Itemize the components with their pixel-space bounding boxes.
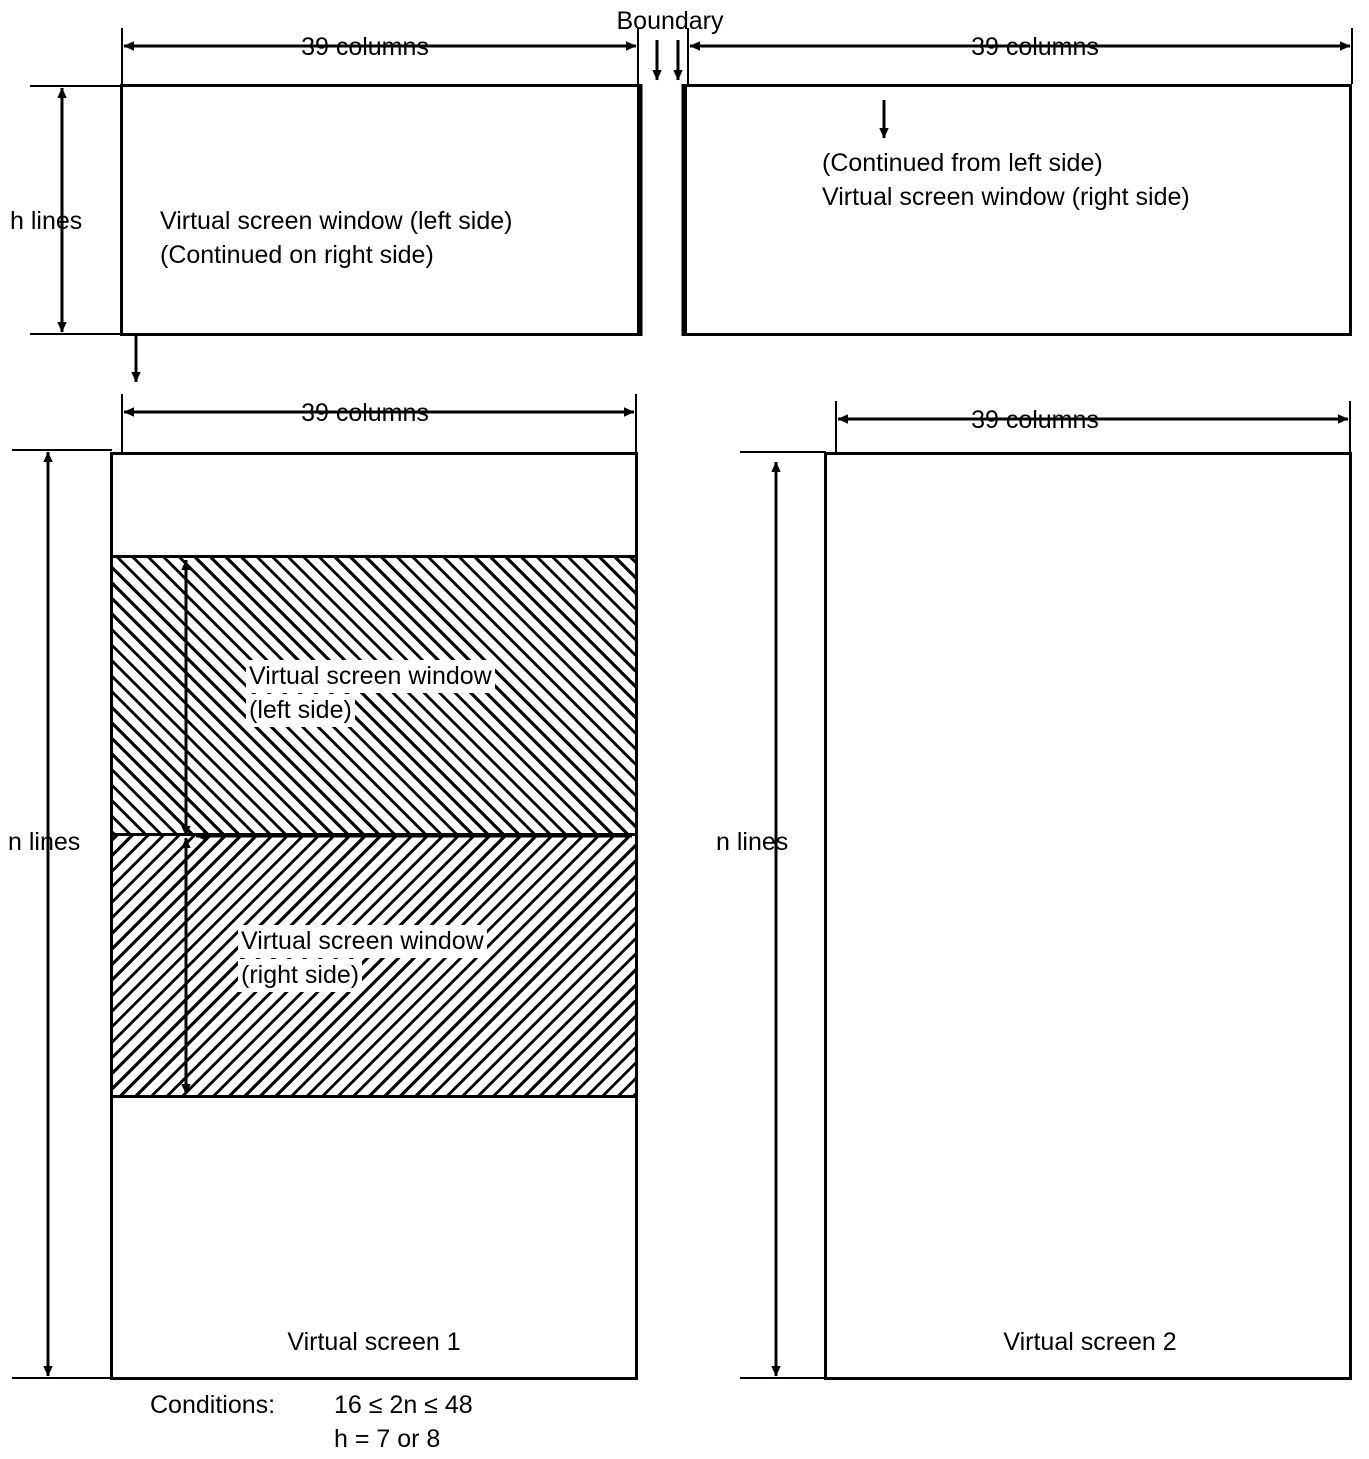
top-right-columns-label: 39 columns <box>971 33 1099 61</box>
virtual-screen-2-caption: Virtual screen 2 <box>1003 1328 1177 1356</box>
boundary-label: Boundary <box>616 7 724 35</box>
hatch-middle-edge <box>110 833 638 836</box>
top-left-columns-label: 39 columns <box>301 33 429 61</box>
conditions-line-1: 16 ≤ 2n ≤ 48 <box>334 1391 473 1419</box>
virtual-screen-window-right-hatch <box>113 835 635 1097</box>
top-right-window-text-line1: (Continued from left side) <box>822 149 1103 177</box>
top-left-window-text-line1: Virtual screen window (left side) <box>160 207 513 235</box>
hatch-upper-text-line1: Virtual screen window <box>246 660 495 693</box>
bottom-right-columns-label: 39 columns <box>971 406 1099 434</box>
top-left-window-text-line2: (Continued on right side) <box>160 241 434 269</box>
hatch-bottom-edge <box>110 1095 638 1098</box>
h-lines-label: h lines <box>10 207 83 235</box>
conditions-line-2: h = 7 or 8 <box>334 1425 441 1453</box>
virtual-screen-window-left-hatch <box>113 557 635 835</box>
virtual-screen-1-caption: Virtual screen 1 <box>287 1328 461 1356</box>
bottom-right-n-lines-label: n lines <box>716 828 789 856</box>
hatch-lower-text-line1: Virtual screen window <box>238 925 487 958</box>
hatch-lower-text-line2: (right side) <box>238 959 362 992</box>
bottom-left-columns-label: 39 columns <box>301 399 429 427</box>
bottom-left-n-lines-label: n lines <box>8 828 81 856</box>
hatch-top-edge <box>110 555 638 558</box>
top-right-window-text-line2: Virtual screen window (right side) <box>822 183 1190 211</box>
conditions-label: Conditions: <box>150 1391 276 1419</box>
virtual-screen-2-box <box>824 452 1352 1380</box>
hatch-upper-text-line2: (left side) <box>246 694 355 727</box>
